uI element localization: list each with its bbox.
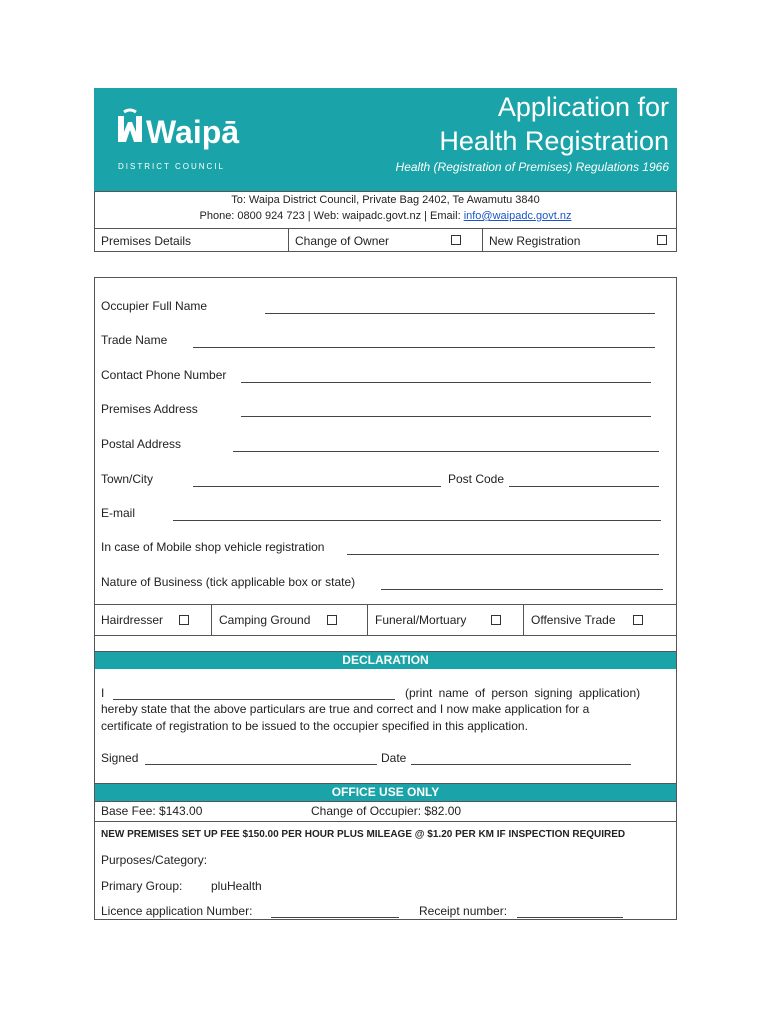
occupier-label: Occupier Full Name (101, 299, 208, 313)
trade-name-input[interactable] (193, 347, 655, 348)
date-label: Date (381, 751, 407, 765)
trade-name-label: Trade Name (101, 333, 168, 347)
primary-group-value: pluHealth (211, 879, 262, 893)
funeral-mortuary-checkbox[interactable] (491, 615, 501, 625)
licence-number-input[interactable] (271, 917, 399, 918)
camping-ground-checkbox[interactable] (327, 615, 337, 625)
contact-phone-text: Phone: 0800 924 723 | Web: waipadc.govt.nz | Email: (199, 210, 464, 222)
form-title-line1: Application for (497, 92, 669, 122)
primary-group-label: Primary Group: (101, 879, 183, 893)
licence-number-label: Licence application Number: (101, 904, 253, 918)
contact-address: To: Waipa District Council, Private Bag 2402, Te Awamutu 3840 (231, 194, 540, 206)
declaration-i: I (101, 686, 105, 700)
biz-divider-3 (523, 605, 524, 635)
declaration-print-name: (print name of person signing application) (405, 686, 641, 700)
change-of-owner-label: Change of Owner (295, 234, 390, 248)
mobile-shop-input[interactable] (347, 554, 659, 555)
email-input[interactable] (173, 520, 661, 521)
declaration-text-line3: certificate of registration to be issued to the occupier specified in this application. (101, 719, 528, 733)
postal-address-input[interactable] (233, 451, 659, 452)
receipt-number-input[interactable] (517, 917, 623, 918)
office-heading: OFFICE USE ONLY (331, 785, 440, 799)
new-registration-checkbox[interactable] (657, 235, 667, 245)
options-divider-1 (288, 229, 289, 251)
town-city-label: Town/City (101, 472, 154, 486)
town-city-input[interactable] (193, 486, 441, 487)
declaration-heading: DECLARATION (342, 653, 429, 667)
post-code-label: Post Code (448, 472, 505, 486)
purposes-label: Purposes/Category: (101, 853, 208, 867)
offensive-trade-checkbox[interactable] (633, 615, 643, 625)
email-label: E-mail (101, 506, 136, 520)
declaration-name-input[interactable] (113, 699, 395, 700)
declaration-heading-bar (95, 651, 676, 669)
change-of-owner-checkbox[interactable] (451, 235, 461, 245)
hairdresser-label: Hairdresser (101, 613, 164, 627)
premises-address-input[interactable] (241, 416, 651, 417)
post-code-input[interactable] (509, 486, 659, 487)
new-premises-fee: NEW PREMISES SET UP FEE $150.00 PER HOUR PLUS MILEAGE @ $1.20 PER KM IF INSPECTION REQUIRED (101, 829, 626, 840)
change-occupier-fee: Change of Occupier: $82.00 (311, 804, 462, 818)
contact-phone-input[interactable] (241, 382, 651, 383)
business-type-row (95, 604, 676, 636)
new-registration-label: New Registration (489, 234, 581, 248)
header-banner (94, 88, 677, 191)
office-divider (95, 821, 676, 822)
contact-email-link[interactable]: info@waipadc.govt.nz (463, 210, 572, 222)
base-fee: Base Fee: $143.00 (101, 804, 203, 818)
contact-phone-web (95, 210, 676, 222)
options-row (94, 228, 677, 252)
office-heading-bar (95, 783, 676, 802)
main-form (94, 277, 677, 920)
premises-details-label: Premises Details (101, 234, 192, 248)
biz-divider-2 (367, 605, 368, 635)
date-input[interactable] (411, 764, 631, 765)
premises-address-label: Premises Address (101, 402, 198, 416)
mobile-shop-label: In case of Mobile shop vehicle registration (101, 540, 325, 554)
postal-address-label: Postal Address (101, 437, 182, 451)
nature-business-input[interactable] (381, 589, 663, 590)
occupier-input[interactable] (265, 313, 655, 314)
options-divider-2 (482, 229, 483, 251)
offensive-trade-label: Offensive Trade (531, 613, 616, 627)
contact-box (94, 191, 677, 229)
funeral-mortuary-label: Funeral/Mortuary (375, 613, 467, 627)
form-subtitle: Health (Registration of Premises) Regulations 1966 (395, 160, 669, 174)
logo-name: Waipā (146, 114, 240, 150)
signature-input[interactable] (145, 764, 377, 765)
signed-label: Signed (101, 751, 139, 765)
contact-phone-label: Contact Phone Number (101, 368, 227, 382)
biz-divider-1 (211, 605, 212, 635)
form-title-line2: Health Registration (439, 126, 669, 156)
receipt-number-label: Receipt number: (419, 904, 508, 918)
declaration-text-line2: hereby state that the above particulars are true and correct and I now make application for a (101, 702, 590, 716)
nature-business-label: Nature of Business (tick applicable box or state) (101, 575, 356, 589)
camping-ground-label: Camping Ground (219, 613, 311, 627)
logo-subtitle: DISTRICT COUNCIL (118, 162, 225, 171)
hairdresser-checkbox[interactable] (179, 615, 189, 625)
